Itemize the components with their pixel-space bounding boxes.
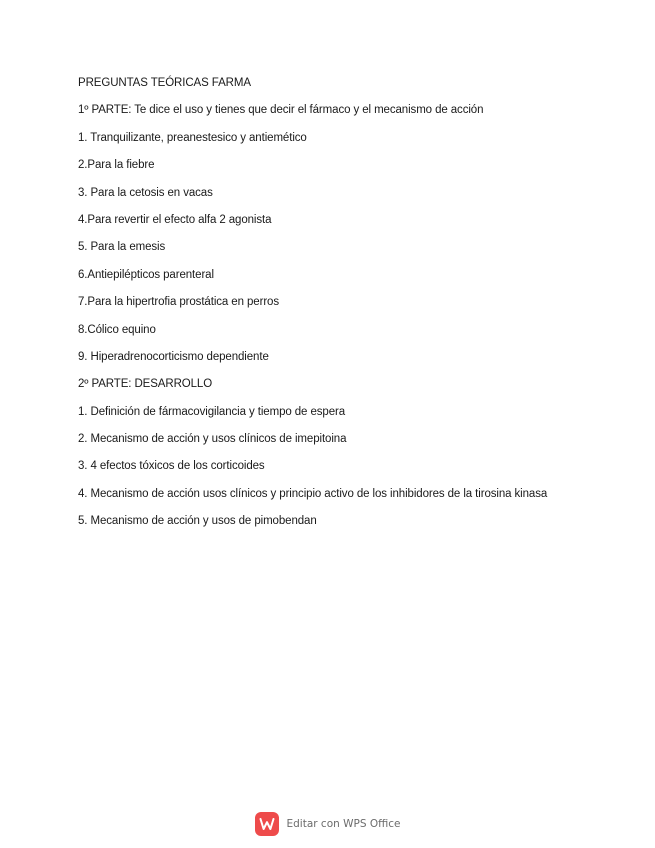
- question-item: 7.Para la hipertrofia prostática en perros: [78, 296, 279, 309]
- edit-with-wps-link[interactable]: Editar con WPS Office: [286, 818, 401, 830]
- question-item: 3. Para la cetosis en vacas: [78, 186, 213, 199]
- question-item: 6.Antiepilépticos parenteral: [78, 268, 214, 281]
- section-heading-part-2: 2º PARTE: DESARROLLO: [78, 378, 213, 391]
- question-item: 2.Para la fiebre: [78, 159, 155, 172]
- question-item: 3. 4 efectos tóxicos de los corticoides: [78, 460, 265, 473]
- question-item: 5. Mecanismo de acción y usos de pimobendan: [78, 515, 317, 528]
- wps-office-logo-icon[interactable]: [255, 812, 279, 836]
- question-item: 8.Cólico equino: [78, 323, 156, 336]
- document-body: [78, 76, 638, 542]
- wps-w-glyph-icon: [258, 815, 276, 833]
- document-title: PREGUNTAS TEÓRICAS FARMA: [78, 77, 251, 89]
- question-item: 5. Para la emesis: [78, 241, 166, 254]
- question-item: 9. Hiperadrenocorticismo dependiente: [78, 350, 269, 363]
- question-item: 1. Tranquilizante, preanestesico y antiemético: [78, 131, 307, 144]
- section-heading-part-1: 1º PARTE: Te dice el uso y tienes que decir el fármaco y el mecanismo de acción: [78, 104, 484, 117]
- question-item: 4. Mecanismo de acción usos clínicos y principio activo de los inhibidores de la tirosina kinasa: [78, 487, 548, 500]
- question-item: 1. Definición de fármacovigilancia y tiempo de espera: [78, 405, 346, 418]
- question-item: 4.Para revertir el efecto alfa 2 agonista: [78, 213, 272, 226]
- question-item: 2. Mecanismo de acción y usos clínicos de imepitoina: [78, 433, 347, 446]
- wps-footer[interactable]: [0, 811, 655, 837]
